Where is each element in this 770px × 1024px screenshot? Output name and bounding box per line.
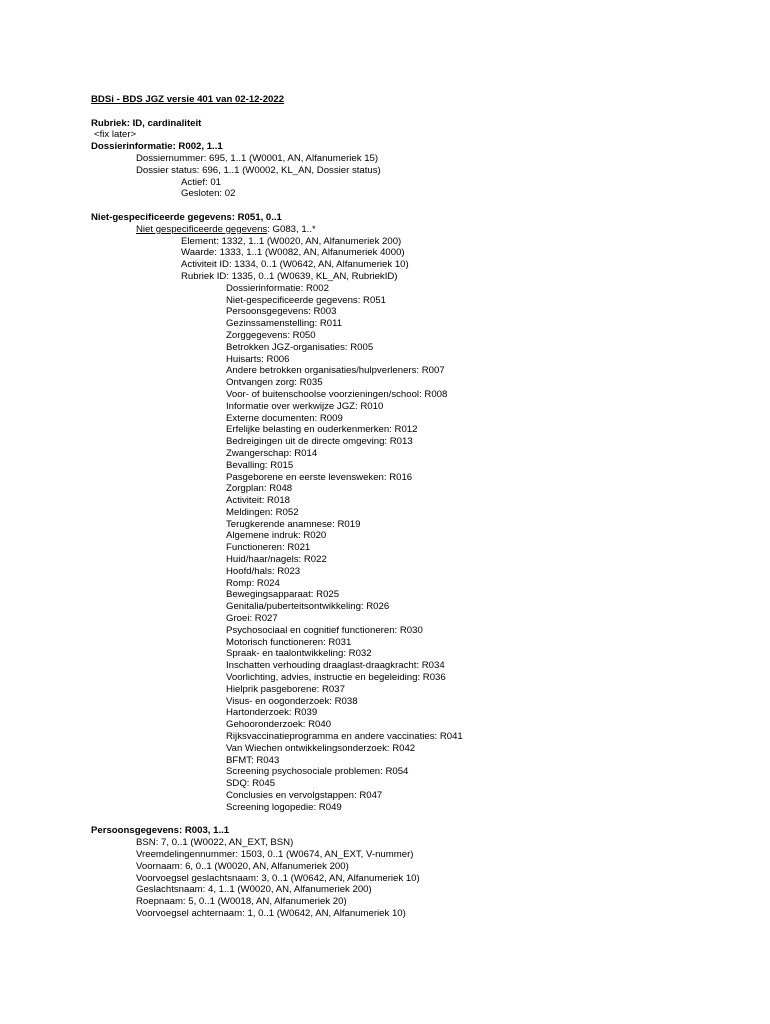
rubriek-value: Rijksvaccinatieprogramma en andere vaccinaties: R041 bbox=[226, 731, 463, 743]
rubriek-value: Niet-gespecificeerde gegevens: R051 bbox=[226, 294, 386, 306]
rubriek-value: Conclusies en vervolgstappen: R047 bbox=[226, 790, 383, 802]
rubriek-value: Hielprik pasgeborene: R037 bbox=[226, 683, 345, 695]
rubriek-value: Groei: R027 bbox=[226, 613, 278, 625]
rubriek-value: Zorgplan: R048 bbox=[226, 483, 293, 495]
rubriek-value: Psychosociaal en cognitief functioneren: R030 bbox=[226, 624, 423, 636]
rubriek-value: Functioneren: R021 bbox=[226, 542, 311, 554]
rubriek-value: Betrokken JGZ-organisaties: R005 bbox=[226, 341, 374, 353]
niet-gespecificeerd-heading: Niet-gespecificeerde gegevens: R051, 0..1 bbox=[91, 211, 282, 223]
rubriek-value: Gezinssamenstelling: R011 bbox=[226, 318, 343, 330]
rubriek-value: Hoofd/hals: R023 bbox=[226, 565, 301, 577]
rubriek-value: Zwangerschap: R014 bbox=[226, 447, 318, 459]
element-line: Voornaam: 6, 0..1 (W0020, AN, Alfanumeriek 200) bbox=[136, 860, 349, 872]
rubriek-value: Motorisch functioneren: R031 bbox=[226, 636, 352, 648]
rubriek-value: Spraak- en taalontwikkeling: R032 bbox=[226, 648, 372, 660]
rubriek-value: Zorggegevens: R050 bbox=[226, 329, 316, 341]
fix-later-note: <fix later> bbox=[94, 129, 137, 141]
rubriek-value: Andere betrokken organisaties/hulpverleners: R007 bbox=[226, 365, 445, 377]
rubriek-value: Hartonderzoek: R039 bbox=[226, 707, 318, 719]
rubriek-value: Screening logopedie: R049 bbox=[226, 801, 342, 813]
rubriek-value: Huisarts: R006 bbox=[226, 353, 290, 365]
status-value: Gesloten: 02 bbox=[181, 188, 236, 200]
rubriek-value: Genitalia/puberteitsontwikkeling: R026 bbox=[226, 601, 390, 613]
rubriek-value: Bevalling: R015 bbox=[226, 459, 294, 471]
rubriek-value: Pasgeborene en eerste levensweken: R016 bbox=[226, 471, 413, 483]
rubriek-value: Persoonsgegevens: R003 bbox=[226, 306, 337, 318]
rubriek-value: Meldingen: R052 bbox=[226, 506, 299, 518]
rubriek-value: Inschatten verhouding draaglast-draagkracht: R034 bbox=[226, 660, 445, 672]
rubriek-value: BFMT: R043 bbox=[226, 754, 280, 766]
rubriek-value: Algemene indruk: R020 bbox=[226, 530, 327, 542]
element-line: Waarde: 1333, 1..1 (W0082, AN, Alfanumeriek 4000) bbox=[181, 247, 405, 259]
element-line: Voorvoegsel geslachtsnaam: 3, 0..1 (W0642, AN, Alfanumeriek 10) bbox=[136, 872, 420, 884]
element-line: Geslachtsnaam: 4, 1..1 (W0020, AN, Alfanumeriek 200) bbox=[136, 884, 372, 896]
rubriek-value: Voorlichting, advies, instructie en begeleiding: R036 bbox=[226, 672, 446, 684]
dossiernummer-element: Dossiernummer: 695, 1..1 (W0001, AN, Alfanumeriek 15) bbox=[136, 152, 379, 164]
rubriek-value: Erfelijke belasting en ouderkenmerken: R012 bbox=[226, 424, 418, 436]
rubriek-value: Gehooronderzoek: R040 bbox=[226, 719, 332, 731]
rubriek-value: Voor- of buitenschoolse voorzieningen/school: R008 bbox=[226, 388, 448, 400]
document-page bbox=[91, 94, 731, 920]
persoonsgegevens-heading: Persoonsgegevens: R003, 1..1 bbox=[91, 825, 230, 837]
group-id: : G083, 1..* bbox=[267, 223, 316, 235]
rubriek-value: Activiteit: R018 bbox=[226, 495, 290, 507]
rubriek-value: SDQ: R045 bbox=[226, 778, 276, 790]
rubriek-value: Bewegingsapparaat: R025 bbox=[226, 589, 340, 601]
rubriek-heading: Rubriek: ID, cardinaliteit bbox=[91, 117, 202, 129]
element-line: Rubriek ID: 1335, 0..1 (W0639, KL_AN, RubriekID) bbox=[181, 270, 398, 282]
rubriek-value: Ontvangen zorg: R035 bbox=[226, 377, 323, 389]
element-line: Element: 1332, 1..1 (W0020, AN, Alfanumeriek 200) bbox=[181, 235, 402, 247]
rubriek-value: Terugkerende anamnese: R019 bbox=[226, 518, 361, 530]
group-line bbox=[91, 224, 731, 236]
document-title: BDSi - BDS JGZ versie 401 van 02-12-2022 bbox=[91, 94, 285, 105]
dossier-heading: Dossierinformatie: R002, 1..1 bbox=[91, 141, 223, 153]
rubriek-value: Screening psychosociale problemen: R054 bbox=[226, 766, 409, 778]
rubriek-value: Informatie over werkwijze JGZ: R010 bbox=[226, 400, 384, 412]
rubriek-value: Huid/haar/nagels: R022 bbox=[226, 554, 327, 566]
rubriek-value: Bedreigingen uit de directe omgeving: R013 bbox=[226, 436, 413, 448]
rubriek-value: Dossierinformatie: R002 bbox=[226, 282, 329, 294]
dossier-status-element: Dossier status: 696, 1..1 (W0002, KL_AN, Dossier status) bbox=[136, 164, 381, 176]
rubriek-value: Visus- en oogonderzoek: R038 bbox=[226, 695, 358, 707]
element-line: BSN: 7, 0..1 (W0022, AN_EXT, BSN) bbox=[136, 837, 294, 849]
element-line: Vreemdelingennummer: 1503, 0..1 (W0674, AN_EXT, V-nummer) bbox=[136, 849, 414, 860]
rubriek-value: Externe documenten: R009 bbox=[226, 412, 343, 424]
element-line: Roepnaam: 5, 0..1 (W0018, AN, Alfanumeriek 20) bbox=[136, 896, 347, 908]
rubriek-value: Romp: R024 bbox=[226, 577, 280, 589]
element-line: Activiteit ID: 1334, 0..1 (W0642, AN, Alfanumeriek 10) bbox=[181, 259, 409, 271]
rubriek-value: Van Wiechen ontwikkelingsonderzoek: R042 bbox=[226, 742, 416, 754]
element-line: Voorvoegsel achternaam: 1, 0..1 (W0642, AN, Alfanumeriek 10) bbox=[136, 907, 406, 919]
group-link[interactable]: Niet gespecificeerde gegevens bbox=[136, 223, 268, 235]
status-value: Actief: 01 bbox=[181, 176, 221, 188]
